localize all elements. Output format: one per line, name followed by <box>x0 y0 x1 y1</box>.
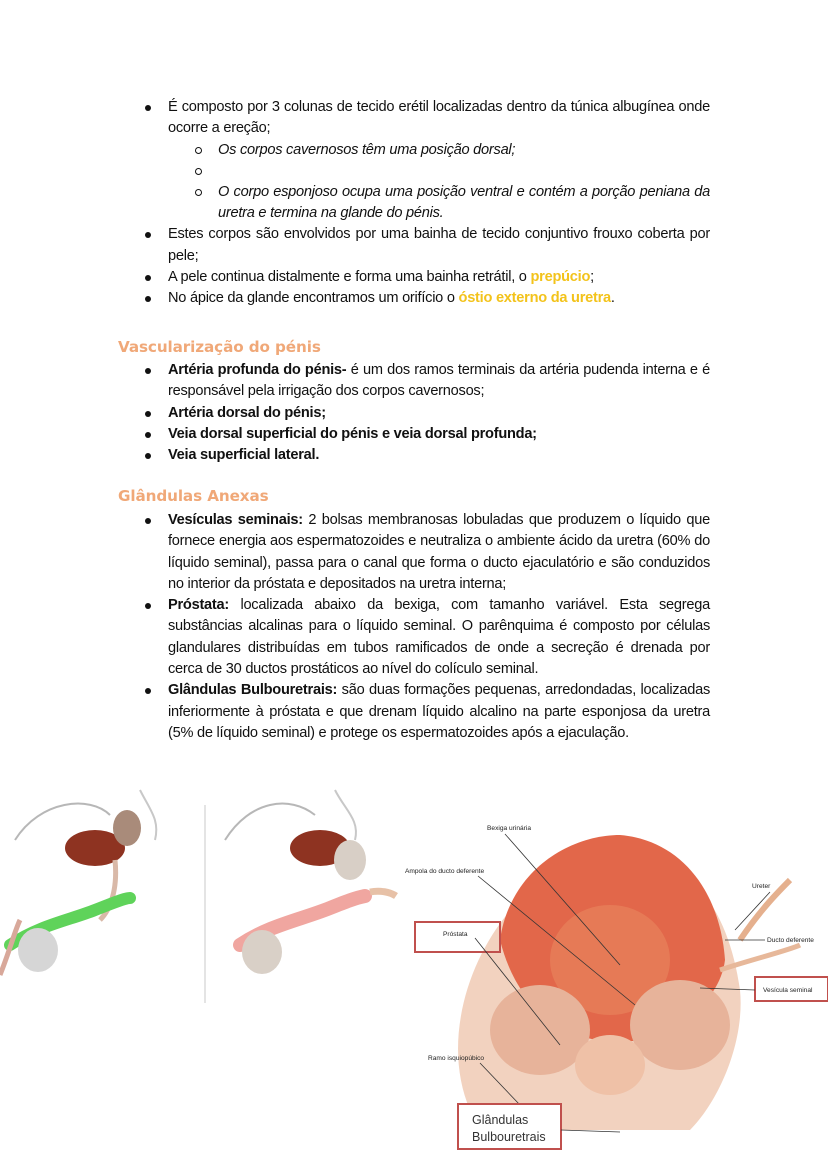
list-item: Glândulas Bulbouretrais: são duas formações pequenas, arredondadas, localizadas inferiormente à próstata e que drenam líquido alcalino na parte esponjosa da uretra (5% de líquido seminal) e protege os espermatozoides após a ejaculação. <box>168 680 710 744</box>
label-ureter: Ureter <box>752 883 771 890</box>
list-item: Artéria profunda do pénis- é um dos ramos terminais da artéria pudenda interna e é responsável pela irrigação dos corpos cavernosos; <box>168 360 710 403</box>
sublist-item-empty <box>218 161 710 182</box>
list-item: É composto por 3 colunas de tecido erétil localizadas dentro da túnica albugínea onde ocorre a ereção; Os corpos cavernosos têm uma posição dorsal; O corpo esponjoso ocupa uma posição ventral e contém a porção peniana da uretra e termina na glande do pénis. <box>168 97 710 224</box>
label-ramo: Ramo isquiopúbico <box>428 1055 485 1062</box>
highlight-term: prepúcio <box>530 269 591 286</box>
anatomy-figures <box>0 780 828 1171</box>
highlight-term: óstio externo da uretra <box>458 290 611 307</box>
list-item: A pele continua distalmente e forma uma bainha retrátil, o prepúcio; <box>168 267 710 288</box>
list-item: Artéria dorsal do pénis; <box>168 403 710 424</box>
vasc-list <box>168 360 710 466</box>
label-vesicula: Vesícula seminal <box>763 987 813 994</box>
list-item: Próstata: localizada abaixo da bexiga, com tamanho variável. Esta segrega substâncias alcalinas para o líquido seminal. O parênquima é composto por células glandulares distribuídas em tubos ramificados de onde a secreção é drenada por cerca de 30 ductos prostáticos ao nível do colículo seminal. <box>168 595 710 680</box>
label-prostata: Próstata <box>443 931 468 938</box>
sublist-item: Os corpos cavernosos têm uma posição dorsal; <box>218 140 710 161</box>
label-ducto: Ducto deferente <box>767 937 814 944</box>
list-item: Veia dorsal superficial do pénis e veia dorsal profunda; <box>168 424 710 445</box>
list-item: No ápice da glande encontramos um orifício o óstio externo da uretra. <box>168 288 710 309</box>
sublist-item: O corpo esponjoso ocupa uma posição ventral e contém a porção peniana da uretra e termina na glande do pénis. <box>218 182 710 225</box>
label-bulbo-line2: Bulbouretrais <box>472 1130 546 1144</box>
section-heading: Glândulas Anexas <box>118 487 269 505</box>
label-bulbo-line1: Glândulas <box>472 1113 529 1127</box>
composition-list <box>168 97 710 310</box>
list-item: Estes corpos são envolvidos por uma bainha de tecido conjuntivo frouxo coberta por pele; <box>168 224 710 267</box>
section-heading: Vascularização do pénis <box>118 338 321 356</box>
list-item: Veia superficial lateral. <box>168 445 710 466</box>
list-item: Vesículas seminais: 2 bolsas membranosas lobuladas que produzem o líquido que fornece energia aos espermatozoides e neutraliza o ambiente ácido da uretra (60% do líquido seminal), passa para o canal que forma o ducto ejaculatório e são conduzidos no interior da próstata e depositados na uretra interna; <box>168 510 710 595</box>
prostate-diagram <box>458 835 800 1130</box>
sublist <box>168 140 710 225</box>
label-ampola: Ampola do ducto deferente <box>405 868 485 875</box>
label-bexiga: Bexiga urinária <box>487 825 531 832</box>
illustration-background <box>0 783 400 1003</box>
glands-list <box>168 510 710 744</box>
